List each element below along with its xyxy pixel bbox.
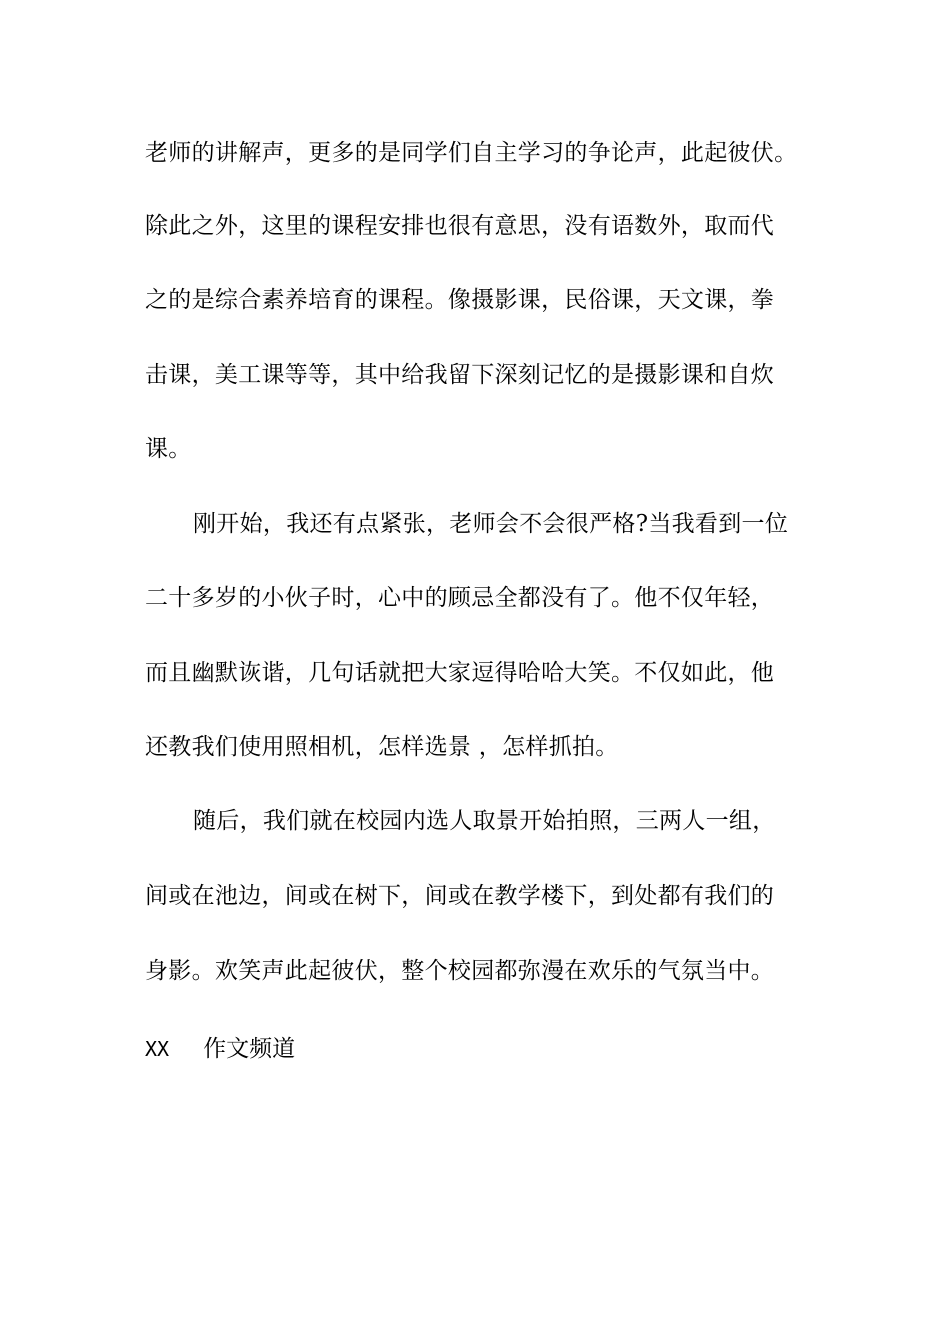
paragraph-1-line-3: 之的是综合素养培育的课程。像摄影课，民俗课，天文课，拳 xyxy=(145,287,775,313)
paragraph-1-line-4: 击课，美工课等等，其中给我留下深刻记忆的是摄影课和自炊 xyxy=(145,362,775,388)
paragraph-1-line-5: 课。 xyxy=(145,436,192,462)
paragraph-3-line-2: 间或在池边，间或在树下，间或在教学楼下，到处都有我们的 xyxy=(145,883,775,909)
paragraph-2-line-1: 刚开始，我还有点紧张，老师会不会很严格?当我看到一位 xyxy=(193,511,789,537)
paragraph-2-line-3: 而且幽默诙谐，几句话就把大家逗得哈哈大笑。不仅如此，他 xyxy=(145,660,775,686)
paragraph-2-line-4: 还教我们使用照相机，怎样选景 ，怎样抓拍。 xyxy=(145,734,619,760)
paragraph-3-line-3: 身影。欢笑声此起彼伏，整个校园都弥漫在欢乐的气氛当中。 xyxy=(145,958,775,984)
paragraph-1-line-2: 除此之外，这里的课程安排也很有意思，没有语数外，取而代 xyxy=(145,213,775,239)
footer-source xyxy=(145,1034,295,1064)
footer-brand: XX xyxy=(145,1037,170,1061)
paragraph-2-line-2: 二十多岁的小伙子时，心中的顾忌全都没有了。他不仅年轻， xyxy=(145,585,775,611)
paragraph-3-line-1: 随后，我们就在校园内选人取景开始拍照，三两人一组， xyxy=(193,808,776,834)
paragraph-1-line-1: 老师的讲解声，更多的是同学们自主学习的争论声，此起彼伏。 xyxy=(145,140,798,166)
footer-channel: 作文频道 xyxy=(203,1036,296,1062)
